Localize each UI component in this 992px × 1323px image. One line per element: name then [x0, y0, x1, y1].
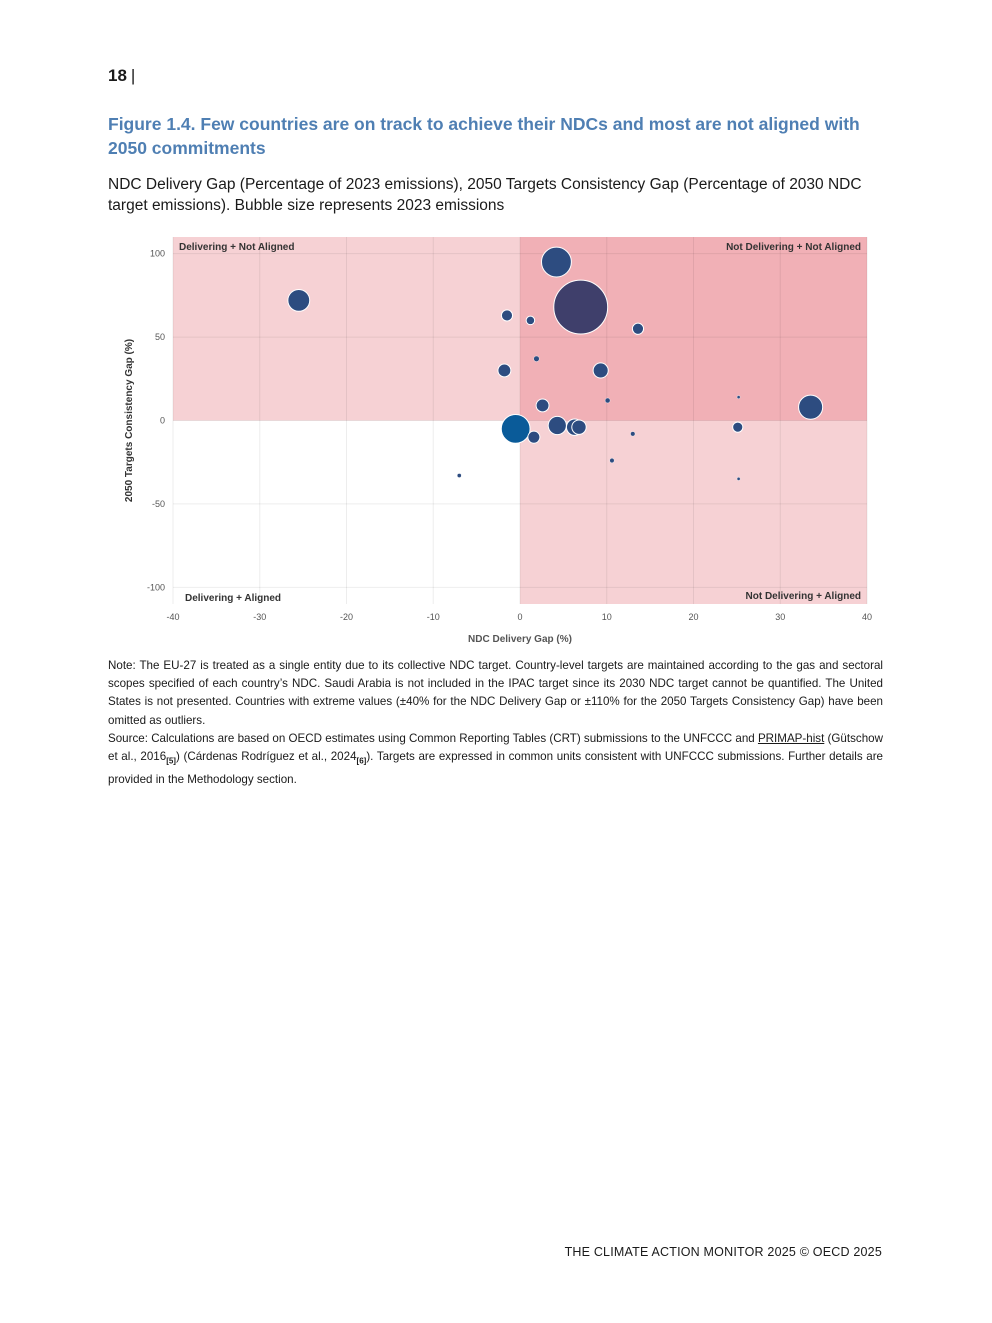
x-tick-label: -40	[166, 612, 180, 622]
bubble-point	[501, 414, 530, 443]
bubble-chart	[118, 232, 878, 652]
x-tick-label: 10	[601, 612, 612, 622]
bubble-point	[610, 458, 615, 463]
bubble-point	[554, 280, 608, 334]
bubble-point	[498, 364, 511, 377]
quadrant-label-not-delivering-aligned: Not Delivering + Aligned	[745, 591, 861, 602]
bubble-point	[526, 316, 535, 325]
bubble-point	[572, 420, 586, 434]
source-cite-2: ) (Cárdenas Rodríguez et al., 2024	[175, 750, 357, 764]
bubble-point	[737, 477, 740, 480]
y-tick-label: 100	[149, 248, 165, 259]
x-tick-label: 40	[861, 612, 873, 622]
bubble-point	[288, 289, 310, 311]
y-tick-label: -50	[151, 498, 165, 509]
quadrant-label-not-delivering-not-aligned: Not Delivering + Not Aligned	[726, 242, 861, 253]
y-tick-label: -100	[146, 582, 165, 593]
source-suffix: ). Targets are expressed in common units consistent with UNFCCC submissions. Further details are provided in the Methodology section.	[108, 750, 883, 786]
figure-title: Figure 1.4. Few countries are on track to achieve their NDCs and most are not aligned with 2050 commitments	[108, 114, 860, 158]
x-tick-label: 0	[517, 612, 523, 622]
bubble-point	[528, 431, 540, 443]
quadrant-label-delivering-aligned: Delivering + Aligned	[185, 593, 282, 604]
bubble-point	[733, 422, 743, 432]
x-tick-label: -10	[426, 612, 440, 622]
x-tick-label: -30	[253, 612, 267, 622]
bubble-point	[737, 396, 740, 399]
bubble-point	[501, 310, 512, 321]
source-ref-2[interactable]: [6]	[356, 756, 367, 766]
x-tick-label: -20	[339, 612, 354, 622]
x-tick-label: 20	[688, 612, 699, 622]
source-ref-1[interactable]: [5]	[166, 756, 176, 766]
page-number-value: 18	[108, 66, 127, 85]
y-tick-label: 50	[154, 332, 165, 343]
bubble-point	[542, 247, 572, 277]
bubble-point	[548, 416, 566, 434]
bubble-point	[457, 474, 461, 478]
figure-notes	[108, 657, 883, 789]
bubble-point	[534, 356, 540, 362]
bubble-point	[630, 432, 635, 437]
page-number-separator: |	[130, 66, 136, 85]
source-text	[108, 730, 883, 789]
x-axis-label: NDC Delivery Gap (%)	[468, 634, 572, 645]
note-text: Note: The EU-27 is treated as a single entity due to its collective NDC target. Country-level targets are maintained according to the gas and sectoral scopes specified of each country’s NDC. Saudi Arabia is not included in the IPAC target since its 2030 NDC target cannot be quantified. The United States is not presented. Countries with extreme values (±40% for the NDC Delivery Gap or ±110% for the 2050 Targets Consistency Gap) have been omitted as outliers.	[108, 659, 883, 727]
bubble-point	[593, 363, 608, 378]
page-number	[108, 66, 135, 86]
source-cite-1: (Gütschow et al., 2016	[108, 731, 883, 764]
bubble-point	[605, 398, 610, 403]
bubble-point	[632, 323, 643, 334]
figure-subtitle: NDC Delivery Gap (Percentage of 2023 emissions), 2050 Targets Consistency Gap (Percentage of 2030 NDC target emissions). Bubble size represents 2023 emissions	[108, 176, 862, 214]
x-tick-label: 30	[775, 612, 786, 622]
bubble-point	[799, 395, 823, 419]
source-prefix: Source: Calculations are based on OECD estimates using Common Reporting Tables (CRT) submissions to the UNFCCC and	[108, 731, 755, 745]
quadrant-label-delivering-not-aligned: Delivering + Not Aligned	[179, 242, 295, 253]
page-footer: THE CLIMATE ACTION MONITOR 2025 © OECD 2025	[564, 1245, 882, 1259]
y-axis-label: 2050 Targets Consistency Gap (%)	[124, 338, 135, 503]
bubble-point	[536, 399, 549, 412]
y-tick-label: 0	[159, 415, 165, 426]
primap-hist-link[interactable]: PRIMAP-hist	[757, 731, 825, 745]
